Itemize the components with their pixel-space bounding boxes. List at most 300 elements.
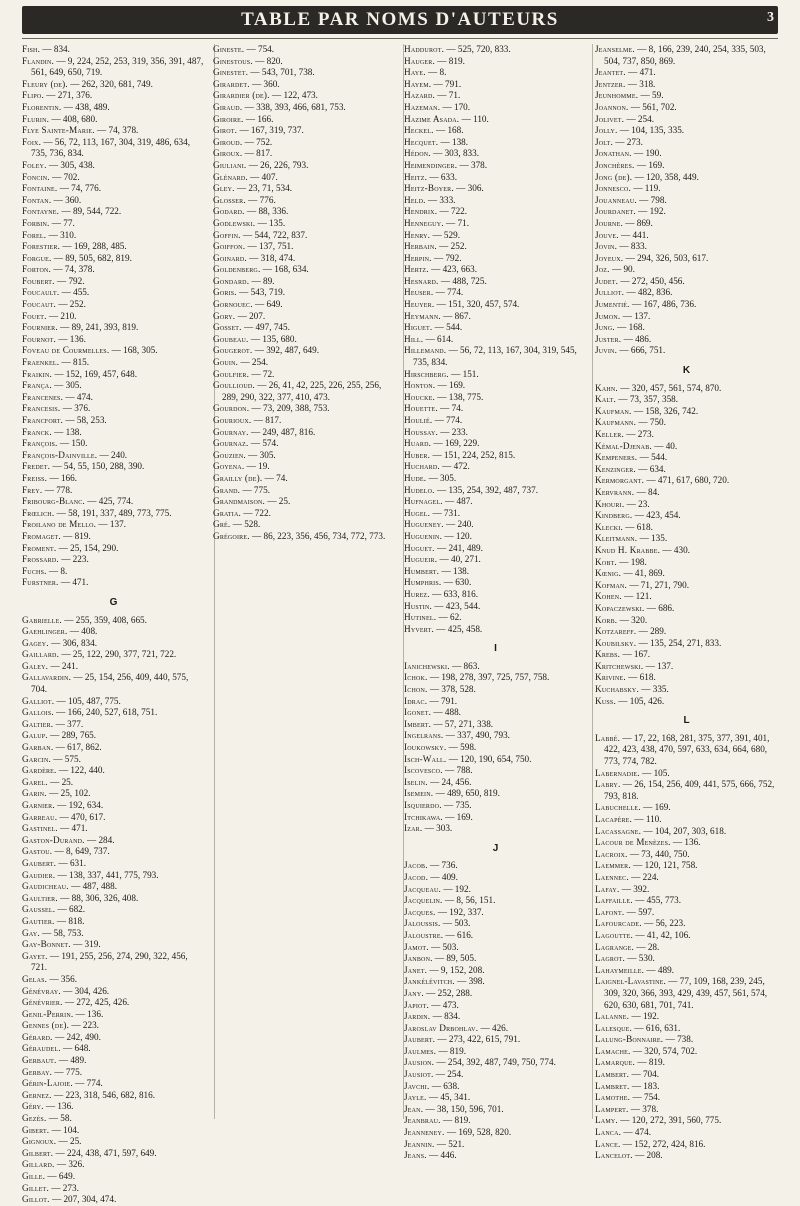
page-references: — 135, 680.	[250, 333, 297, 344]
page-references: — 119.	[633, 183, 661, 194]
page-references: — 84.	[636, 486, 660, 497]
author-name: Kœnig.	[595, 568, 622, 579]
author-name: Gille.	[22, 1171, 46, 1181]
author-name: Lancelot.	[595, 1150, 633, 1161]
index-entry	[22, 672, 205, 695]
author-name: Gley.	[213, 183, 235, 194]
page-references: — 40.	[654, 440, 678, 451]
author-name: Gornouec.	[213, 299, 253, 310]
index-entry	[22, 415, 205, 427]
index-entry	[404, 589, 587, 601]
index-entry	[404, 508, 587, 520]
author-name: Goulfier.	[213, 368, 250, 379]
index-entry	[595, 241, 778, 253]
author-name: Lagrange.	[595, 941, 635, 952]
page-references: — 289.	[638, 626, 667, 637]
page-references: — 376.	[62, 403, 91, 414]
page-references: — 455.	[61, 287, 90, 298]
index-entry	[213, 160, 396, 172]
page-references: — 407.	[250, 171, 278, 182]
page-references: — 138, 775.	[437, 391, 484, 402]
index-entry	[404, 392, 587, 404]
page-references: — 774.	[75, 1078, 103, 1089]
page-references: — 74.	[440, 403, 464, 414]
index-entry	[213, 485, 396, 497]
author-name: Lalanne.	[595, 1011, 630, 1022]
page-references: — 455, 773.	[635, 895, 682, 906]
index-entry	[213, 137, 396, 149]
index-entry	[595, 475, 778, 487]
author-name: Gillot.	[22, 1194, 50, 1205]
page-references: — 820.	[255, 55, 283, 66]
index-entry	[22, 1101, 205, 1113]
author-name: Lafont.	[595, 906, 625, 917]
index-entry	[404, 287, 587, 299]
author-name: Ingelrans.	[404, 730, 444, 741]
author-name: Grand.	[213, 484, 241, 495]
author-name: Garnier.	[22, 800, 55, 810]
author-name: Ianichewski.	[404, 660, 450, 671]
page-references: — 616, 631.	[634, 1022, 681, 1033]
section-letter: G	[109, 596, 118, 608]
author-name: Henneguy.	[404, 217, 444, 228]
author-name: Jeanneney.	[404, 1127, 445, 1138]
page-references: — 634.	[638, 463, 666, 474]
author-name: Grailly (de).	[213, 472, 263, 483]
index-entry	[22, 195, 205, 207]
author-name: Heckel.	[404, 125, 434, 136]
index-entry	[595, 230, 778, 242]
index-entry	[213, 415, 396, 427]
author-name: Gallois.	[22, 707, 54, 718]
page-references: — 426.	[480, 1022, 509, 1033]
page-references: — 408.	[69, 626, 98, 637]
page-references: — 167.	[622, 649, 650, 660]
index-entry	[22, 334, 205, 346]
author-name: Isquierdo.	[404, 800, 442, 810]
page-references: — 633.	[429, 171, 457, 182]
index-entry	[22, 870, 205, 882]
index-entry	[595, 1057, 778, 1069]
index-entry	[404, 1081, 587, 1093]
author-name: Garban.	[22, 742, 54, 753]
index-entry	[213, 183, 396, 195]
author-name: Isemein.	[404, 788, 434, 799]
index-entry	[213, 438, 396, 450]
page-references: — 90.	[611, 264, 635, 275]
author-name: Frey.	[22, 484, 43, 495]
author-name: Held.	[404, 194, 426, 205]
index-entry	[404, 719, 587, 731]
page-references: — 833.	[619, 241, 647, 252]
index-entry	[213, 264, 396, 276]
author-name: Lahaymeille.	[595, 964, 645, 975]
author-name: Labuchelle.	[595, 802, 641, 813]
page-references: — 105, 426.	[618, 695, 665, 706]
index-entry	[595, 264, 778, 276]
page-references: — 319.	[73, 939, 101, 950]
index-entry	[595, 895, 778, 907]
page-references: — 616.	[445, 929, 474, 940]
index-entry	[22, 754, 205, 766]
author-name: Fribourg-Blanc.	[22, 496, 85, 507]
page-references: — 17, 22, 168, 281, 375, 377, 391, 401, 422, 423, 438, 470, 597, 633, 634, 664, 680, 773, 774, 782.	[604, 732, 770, 767]
page-references: — 73, 357, 358.	[618, 394, 679, 405]
index-entry	[22, 276, 205, 288]
index-entry	[213, 125, 396, 137]
index-entry	[404, 114, 587, 126]
page-references: — 544, 722, 837.	[242, 229, 308, 240]
index-entry	[22, 1159, 205, 1171]
author-name: Izar.	[404, 823, 423, 834]
author-name: Fraenkel.	[22, 357, 60, 368]
page-references: — 474.	[65, 391, 93, 402]
page-references: — 776.	[248, 194, 276, 205]
author-name: Goffin.	[213, 229, 241, 240]
index-entry	[595, 826, 778, 838]
page-references: — 104.	[51, 1124, 80, 1135]
page-references: — 638.	[431, 1080, 460, 1091]
page-references: — 252.	[439, 241, 467, 252]
author-name: Foubert.	[22, 275, 55, 286]
page-references: — 869.	[625, 217, 653, 228]
author-name: Jolivet.	[595, 113, 625, 124]
author-name: Joyeux.	[595, 252, 624, 263]
author-name: Lalung-Bonnaire.	[595, 1034, 664, 1045]
index-entry	[404, 907, 587, 919]
index-entry	[22, 846, 205, 858]
author-name: Gaubert.	[22, 857, 57, 868]
index-entry	[22, 322, 205, 334]
index-entry	[404, 322, 587, 334]
author-name: Lafay.	[595, 883, 620, 894]
author-name: Iscovesco.	[404, 765, 443, 776]
index-entry	[595, 884, 778, 896]
author-name: Fromaget.	[22, 530, 61, 541]
author-name: Jeanselme.	[595, 44, 635, 54]
page-references: — 249, 487, 816.	[250, 426, 316, 437]
index-entry	[595, 172, 778, 184]
page-references: — 170.	[442, 101, 471, 112]
author-name: Gaillard.	[22, 649, 60, 660]
author-name: Hazime Asada.	[404, 113, 460, 124]
index-entry	[404, 345, 587, 368]
index-entry	[595, 918, 778, 930]
author-name: Hendrix.	[404, 206, 438, 217]
page-references: — 320.	[619, 614, 648, 625]
page-references: — 168, 305.	[111, 345, 158, 356]
index-entry	[22, 299, 205, 311]
page-references: — 210.	[48, 310, 77, 321]
author-name: Giuliani.	[213, 159, 247, 170]
index-entry	[213, 508, 396, 520]
page-references: — 41, 42, 106.	[635, 929, 691, 940]
author-name: Judet.	[595, 275, 619, 286]
page-references: — 731.	[432, 507, 460, 518]
author-name: Géraudel.	[22, 1043, 61, 1054]
section-letter: K	[682, 365, 691, 377]
page-references: — 423, 544.	[434, 600, 481, 611]
author-name: Grandmaison.	[213, 496, 266, 507]
author-name: Lambert.	[595, 1069, 630, 1080]
page-references: — 136.	[58, 333, 86, 344]
author-name: Goullioud.	[213, 380, 255, 391]
author-name: Giroux.	[213, 148, 243, 159]
page-references: — 135.	[639, 533, 668, 544]
page-references: — 74, 378.	[97, 125, 139, 136]
author-name: Jaubert.	[404, 1034, 436, 1045]
author-name: Jacob.	[404, 860, 428, 871]
page-references: — 649.	[47, 1171, 75, 1181]
index-entry	[595, 311, 778, 323]
index-entry	[595, 114, 778, 126]
index-column-1	[22, 44, 205, 1206]
page-references: — 486.	[623, 333, 652, 344]
index-entry	[213, 67, 396, 79]
page-references: — 544.	[434, 322, 463, 333]
page-references: — 198, 278, 397, 725, 757, 758.	[429, 672, 550, 683]
author-name: Frossard.	[22, 554, 59, 565]
page-references: — 152, 272, 424, 816.	[622, 1138, 706, 1149]
index-entry	[22, 172, 205, 184]
page-references: — 543, 719.	[239, 287, 286, 298]
page-references: — 241, 489.	[436, 542, 483, 553]
author-name: Jeantet.	[595, 67, 626, 78]
index-entry	[22, 626, 205, 638]
author-name: Hyvert.	[404, 623, 434, 634]
page-references: — 105, 487, 775.	[56, 695, 121, 706]
page-references: — 26, 41, 42, 225, 226, 255, 256, 289, 290, 322, 377, 410, 473.	[222, 380, 382, 402]
author-name: Gabrielle.	[22, 614, 62, 625]
index-entry	[22, 357, 205, 369]
page-references: — 135.	[257, 217, 286, 228]
page-references: — 255, 359, 408, 665.	[64, 614, 147, 625]
author-name: Galey.	[22, 660, 49, 671]
index-entry	[213, 172, 396, 184]
author-name: Haddurot.	[404, 44, 445, 54]
author-name: Flye Sainte-Marie.	[22, 125, 95, 136]
index-entry	[22, 230, 205, 242]
page-references: — 262, 320, 681, 749.	[70, 78, 153, 89]
page-references: — 819.	[438, 1045, 466, 1056]
page-references: — 104, 207, 303, 618.	[643, 825, 727, 836]
index-entry	[213, 114, 396, 126]
page-references: — 378.	[459, 159, 488, 170]
index-entry	[595, 345, 778, 357]
index-entry	[595, 322, 778, 334]
index-entry	[404, 788, 587, 800]
index-entry	[22, 519, 205, 531]
page-title: TABLE PAR NOMS D'AUTEURS	[241, 9, 559, 30]
author-name: Jouanneau.	[595, 194, 637, 205]
author-name: Heuser.	[404, 287, 434, 298]
page-references: — 471.	[628, 67, 656, 78]
index-entry	[404, 415, 587, 427]
author-name: Knud H. Krabbe.	[595, 544, 661, 555]
page-references: — 208.	[635, 1150, 663, 1161]
index-entry	[595, 953, 778, 965]
index-column-2	[213, 44, 396, 1206]
author-name: Goldenberg.	[213, 264, 261, 275]
page-references: — 58, 253.	[65, 415, 107, 425]
author-name: Lamache.	[595, 1045, 631, 1056]
page-references: — 71.	[446, 217, 469, 228]
author-name: Herbain.	[404, 241, 437, 252]
author-name: Huber.	[404, 449, 431, 460]
index-entry	[22, 1090, 205, 1102]
author-name: Humphris.	[404, 577, 442, 588]
page-references: — 41, 869.	[623, 568, 665, 579]
page-references: — 25, 154, 290.	[58, 542, 119, 553]
page-references: — 320, 574, 702.	[632, 1045, 698, 1056]
author-name: Gallavardin.	[22, 672, 72, 683]
page-references: — 158, 326, 742.	[633, 405, 699, 416]
index-entry	[404, 206, 587, 218]
page-references: — 192.	[443, 883, 471, 894]
index-entry	[595, 533, 778, 545]
author-name: Heymann.	[404, 310, 441, 321]
page-references: — 166, 240, 527, 618, 751.	[56, 707, 158, 718]
index-entry	[22, 531, 205, 543]
page-references: — 819.	[637, 1057, 665, 1068]
author-name: Lampert.	[595, 1103, 629, 1114]
author-name: Francenes.	[22, 391, 64, 402]
author-name: Froment.	[22, 542, 57, 553]
author-name: Jourdanet.	[595, 206, 636, 217]
page-references: — 618.	[625, 521, 653, 532]
author-name: Lacour de Menèzes.	[595, 837, 671, 848]
page-references: — 834.	[42, 44, 70, 54]
author-name: Hutinel.	[404, 612, 437, 623]
index-entry	[404, 1023, 587, 1035]
author-name: Korb.	[595, 614, 618, 625]
author-name: Kenzinger.	[595, 463, 636, 474]
page-number: 3	[767, 10, 774, 25]
author-name: Kempeners.	[595, 452, 638, 463]
page-references: — 471.	[60, 577, 89, 588]
page-references: — 503.	[431, 941, 459, 952]
index-entry	[213, 276, 396, 288]
index-entry	[404, 253, 587, 265]
page-references: — 482, 836.	[626, 287, 673, 298]
page-references: — 77, 109, 168, 239, 245, 309, 320, 366, 393, 429, 439, 457, 561, 574, 620, 630, 681, 701, 741.	[604, 976, 768, 1010]
author-name: Galtier.	[22, 718, 54, 729]
author-name: Houette.	[404, 403, 438, 414]
author-name: Genil-Perrin.	[22, 1008, 74, 1019]
index-entry	[22, 485, 205, 497]
page-references: — 8, 56, 151.	[444, 895, 496, 906]
index-entry	[595, 1046, 778, 1058]
header-rule	[22, 38, 778, 39]
page-references: — 284.	[86, 834, 115, 845]
index-entry	[404, 172, 587, 184]
author-name: Hazeman.	[404, 101, 441, 112]
author-name: Kopaczewski.	[595, 602, 645, 613]
page-references: — 392, 487, 649.	[254, 345, 320, 356]
author-name: Giroud.	[213, 136, 243, 147]
page-references: — 252.	[58, 299, 86, 310]
index-entry	[404, 299, 587, 311]
page-references: — 254.	[435, 1069, 464, 1080]
page-references: — 474.	[623, 1127, 651, 1138]
index-entry	[22, 44, 205, 56]
page-references: — 26, 226, 793.	[248, 159, 309, 170]
page-references: — 867.	[443, 310, 471, 321]
page-references: — 8, 166, 239, 240, 254, 335, 503, 504, 737, 850, 869.	[604, 44, 766, 66]
author-name: Jonathan.	[595, 148, 632, 159]
page-references: — 817.	[253, 415, 282, 425]
page-references: — 338, 393, 466, 681, 753.	[244, 101, 346, 112]
author-name: Jeannin.	[404, 1138, 435, 1149]
page-references: — 151, 224, 252, 815.	[432, 449, 516, 460]
page-references: — 24, 456.	[430, 776, 472, 787]
page-references: — 614.	[425, 333, 454, 344]
page-references: — 57, 271, 338.	[433, 718, 494, 729]
page-references: — 666, 751.	[619, 345, 666, 356]
index-entry	[595, 464, 778, 476]
author-name: Houcke.	[404, 391, 435, 402]
page-references: — 863.	[452, 660, 480, 671]
author-name: Hayem.	[404, 78, 432, 89]
index-entry	[595, 814, 778, 826]
author-name: Gré.	[213, 519, 231, 530]
index-entry	[22, 554, 205, 566]
page-references: — 169, 229.	[433, 438, 480, 449]
page-references: — 798.	[639, 194, 667, 205]
page-references: — 121.	[624, 591, 652, 602]
index-entry	[22, 615, 205, 627]
page-references: — 791.	[429, 695, 458, 706]
page-references: — 294, 326, 503, 617.	[625, 252, 709, 263]
page-references: — 788.	[445, 765, 473, 776]
page-references: — 356.	[49, 973, 77, 984]
page-references: — 750.	[638, 417, 666, 428]
author-name: Franck.	[22, 426, 52, 437]
author-name: Lambret.	[595, 1080, 630, 1091]
author-name: Laignel-Lavastine.	[595, 976, 666, 987]
page-references: — 223.	[71, 1020, 99, 1031]
page-references: — 192.	[638, 206, 666, 217]
index-entry	[595, 1115, 778, 1127]
author-name: Houlié.	[404, 415, 433, 425]
author-name: Lacassagne.	[595, 825, 642, 836]
index-entry	[595, 125, 778, 137]
author-name: Kaufmann.	[595, 417, 637, 428]
author-name: Forton.	[22, 264, 52, 275]
author-name: Hugueir.	[404, 554, 438, 565]
page-references: — 754.	[632, 1092, 661, 1103]
author-name: Gerbaut.	[22, 1055, 57, 1066]
author-name: Gernez.	[22, 1089, 52, 1100]
index-entry	[595, 452, 778, 464]
index-entry	[595, 441, 778, 453]
author-name: François.	[22, 438, 58, 449]
author-name: Jacqueau.	[404, 883, 442, 894]
index-entry	[213, 334, 396, 346]
author-name: Krivine.	[595, 672, 626, 683]
page-references: — 320, 457, 561, 574, 870.	[620, 382, 722, 393]
author-name: Khouri.	[595, 498, 625, 509]
index-entry	[213, 519, 396, 531]
index-entry	[213, 195, 396, 207]
author-name: François-Dainville.	[22, 449, 98, 460]
author-name: Kahn.	[595, 382, 618, 393]
index-entry	[22, 916, 205, 928]
page-references: — 169, 528, 820.	[446, 1127, 512, 1138]
index-entry	[22, 881, 205, 893]
page-references: — 489, 650, 819.	[435, 788, 500, 799]
page-references: — 310.	[48, 229, 77, 240]
